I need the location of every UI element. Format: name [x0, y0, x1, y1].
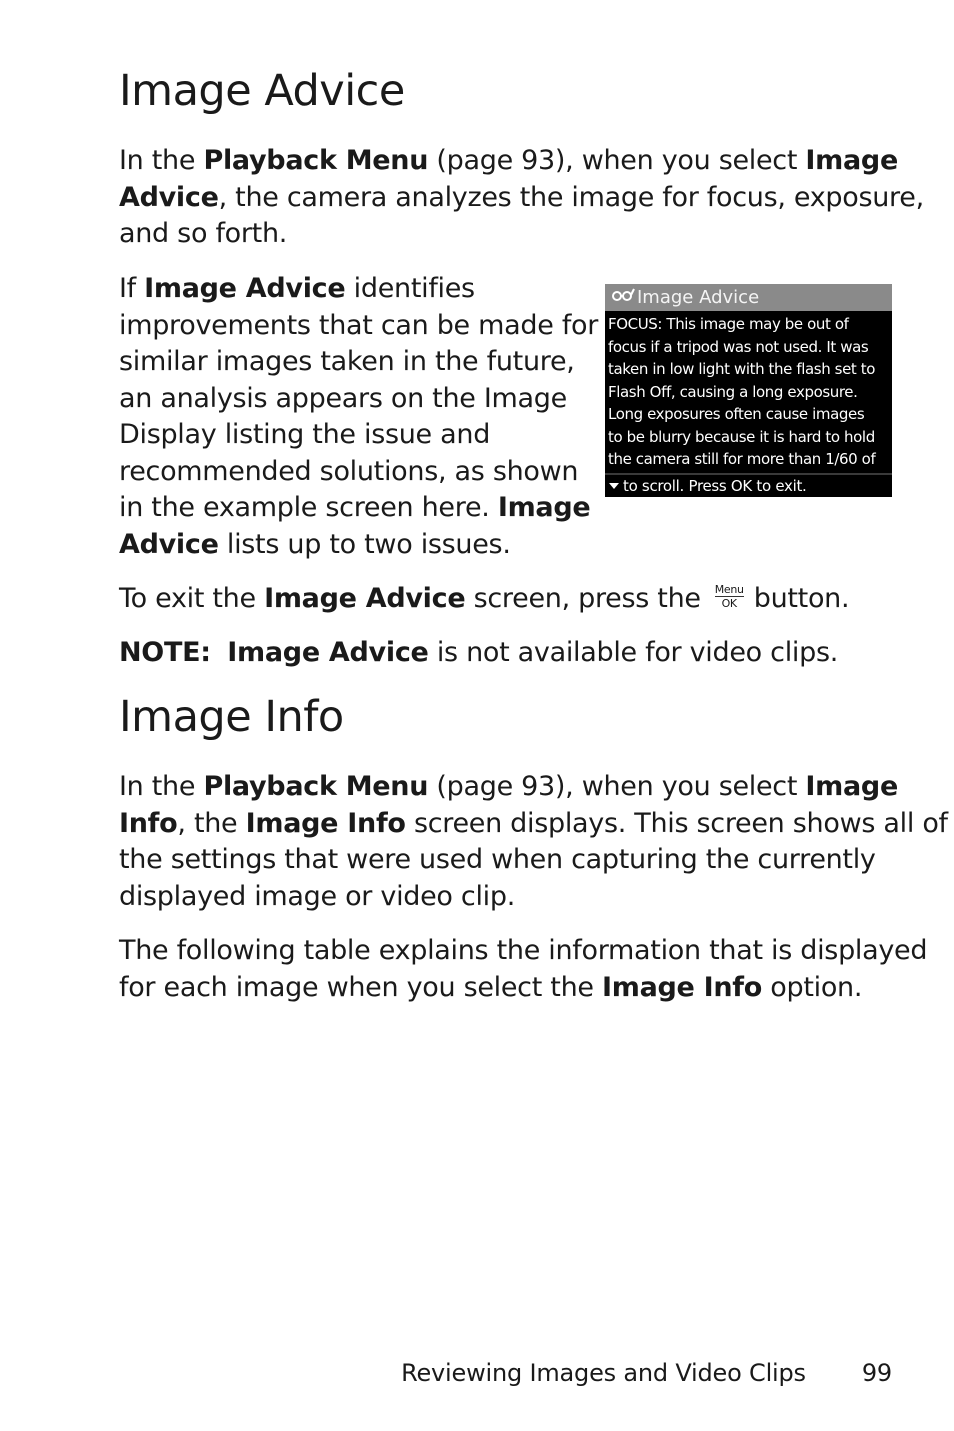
bold-term: Playback Menu [203, 771, 429, 802]
text: lists up to two issues. [218, 528, 511, 560]
image-advice-screen-example [605, 284, 892, 497]
text: screen, press the [465, 583, 701, 614]
down-arrow-icon [609, 483, 619, 489]
screen-title-bar [605, 284, 892, 311]
text: If [119, 273, 145, 304]
text: is not available for video clips. [428, 637, 838, 668]
bold-term: Image [497, 492, 591, 523]
menu-ok-button-icon [715, 584, 744, 609]
text: recommended solutions, as shown [119, 455, 579, 487]
note-label: NOTE: [119, 637, 211, 668]
bold-term: Image [805, 771, 898, 802]
bold-term: Image [805, 145, 898, 176]
page-footer [401, 1356, 892, 1390]
screen-line: to be blurry because it is hard to hold [608, 427, 875, 446]
text: in the example screen here. [119, 492, 498, 523]
screen-body [605, 311, 892, 471]
screen-line: focus if a tripod was not used. It was [608, 337, 869, 356]
bold-term: Image Advice [144, 273, 346, 304]
screen-footer [605, 473, 892, 497]
bold-term: Advice [119, 181, 219, 213]
heading-image-info: Image Info [119, 692, 344, 742]
menu-label: Menu [714, 583, 744, 596]
screen-line: Long exposures often cause images [608, 405, 865, 423]
bold-term: Image Info [245, 807, 406, 839]
heading-image-advice: Image Advice [119, 66, 405, 116]
bold-term: Image Info [601, 971, 762, 1003]
screen-line: the camera still for more than 1/60 of [608, 450, 876, 468]
text: To exit the [119, 583, 265, 614]
footer-section-title: Reviewing Images and Video Clips [401, 1359, 806, 1387]
text: option. [762, 971, 863, 1003]
screen-line: FOCUS: This image may be out of [608, 315, 849, 333]
page-number: 99 [861, 1359, 892, 1387]
info-intro-paragraph [119, 769, 948, 915]
advice-note [119, 635, 838, 672]
screen-line: Flash Off, causing a long exposure. [608, 382, 858, 401]
text: Display listing the issue and [119, 419, 491, 450]
text: , the camera analyzes the image for focus, exposure, [218, 181, 924, 213]
text: In the [119, 145, 204, 176]
text: , the [177, 807, 246, 839]
text: The following table explains the information that is displayed [119, 935, 928, 966]
screen-footer-text: to scroll. Press OK to exit. [623, 477, 807, 495]
screen-title: Image Advice [637, 287, 760, 308]
screen-line: taken in low light with the flash set to [608, 360, 876, 378]
text: (page 93), when you select [428, 145, 806, 176]
text: (page 93), when you select [428, 771, 806, 802]
bold-term: Advice [119, 528, 219, 560]
text: In the [119, 771, 204, 802]
bold-term: Image Advice [227, 637, 429, 668]
text: an analysis appears on the Image [119, 382, 567, 414]
glasses-icon [611, 284, 637, 310]
text: displayed image or video clip. [119, 880, 515, 912]
text: the settings that were used when capturing the currently [119, 844, 876, 875]
ok-label: OK [721, 597, 737, 610]
text: similar images taken in the future, [119, 346, 575, 377]
advice-analysis-paragraph [119, 271, 598, 563]
bold-term: Image Advice [264, 583, 466, 614]
advice-exit-paragraph [119, 581, 849, 618]
advice-intro-paragraph [119, 143, 924, 253]
bold-term: Info [119, 807, 178, 839]
text: screen displays. This screen shows all of [405, 807, 948, 839]
text: for each image when you select the [119, 971, 602, 1003]
text: and so forth. [119, 218, 288, 249]
info-table-paragraph [119, 933, 927, 1006]
text: improvements that can be made for [119, 309, 599, 341]
text: identifies [345, 273, 475, 304]
text: button. [753, 583, 850, 614]
bold-term: Playback Menu [203, 145, 429, 176]
